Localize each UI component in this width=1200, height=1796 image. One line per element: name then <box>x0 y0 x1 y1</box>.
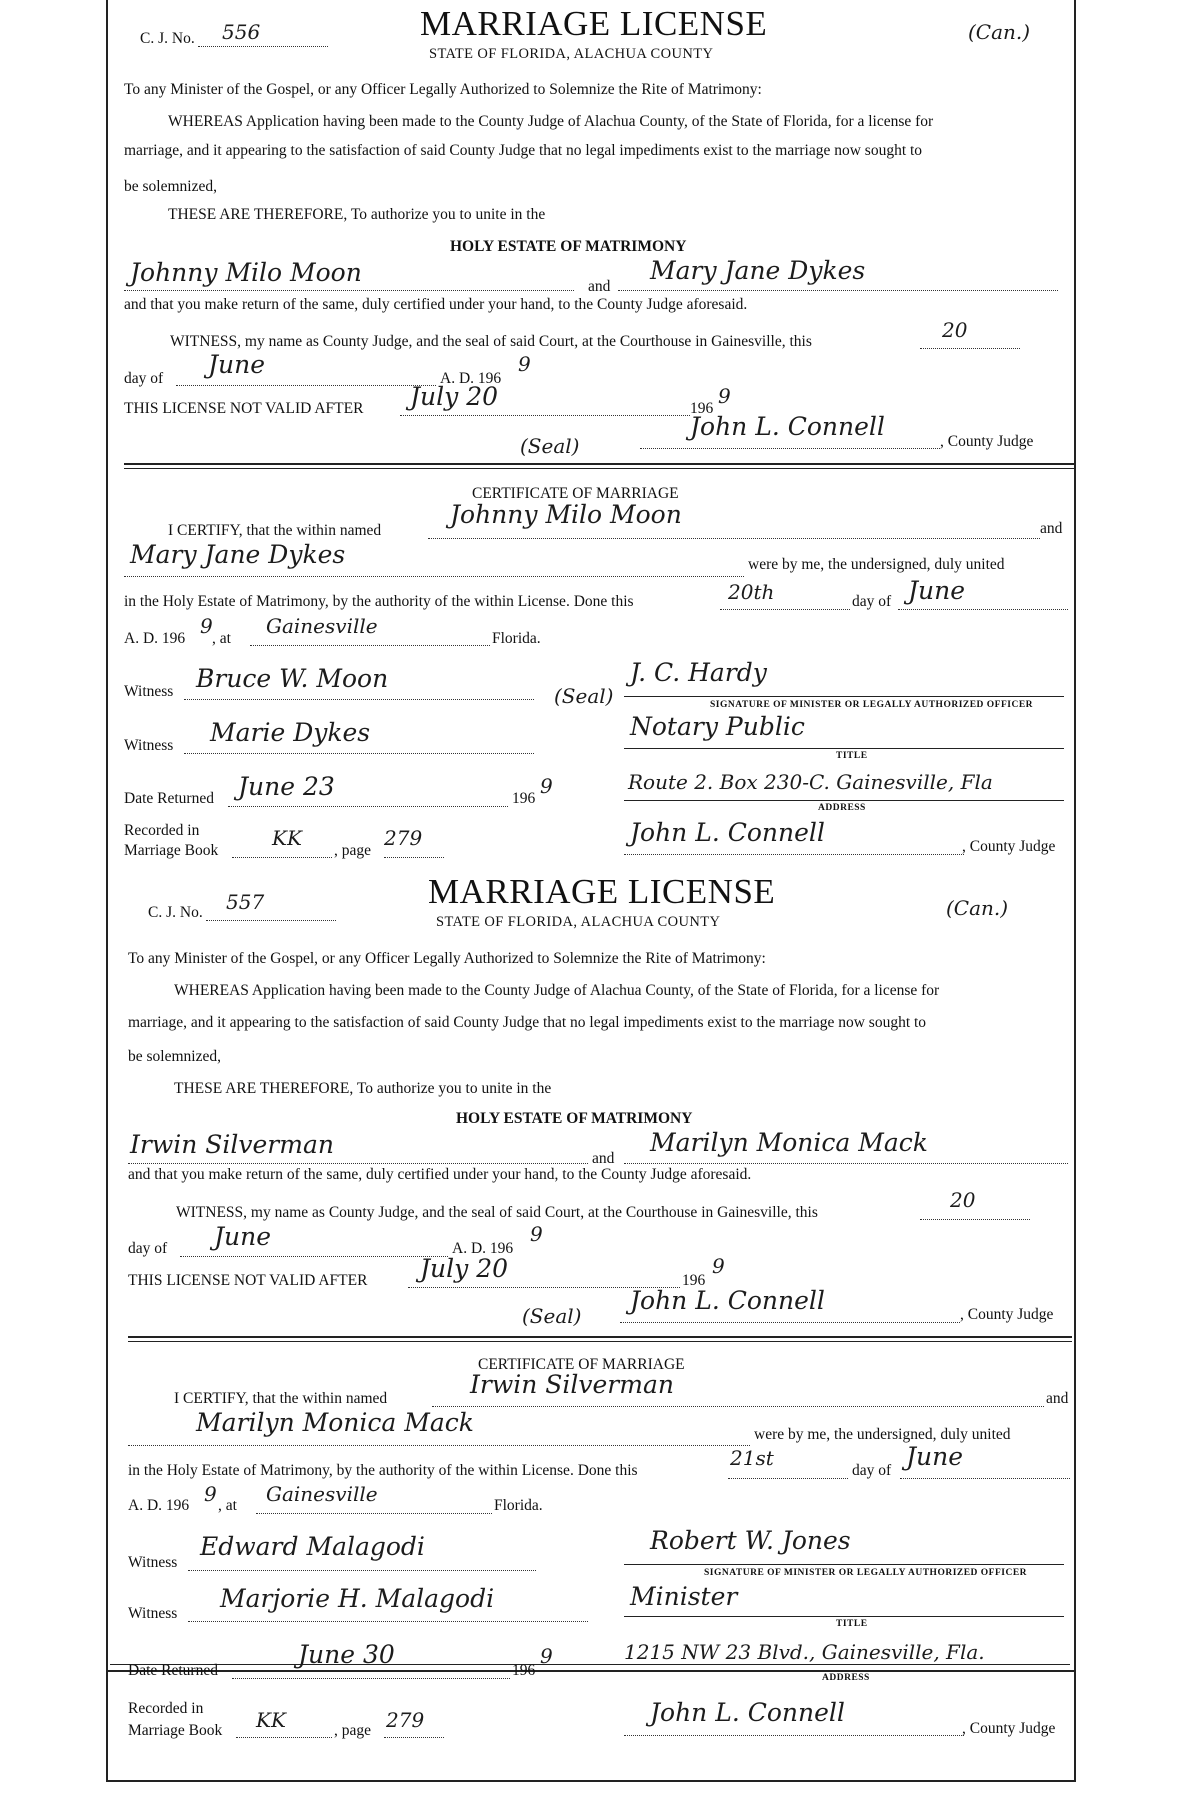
cert-groom-name: Irwin Silverman <box>470 1370 674 1399</box>
done-month: June <box>908 576 966 605</box>
recorded-label-1: Recorded in <box>124 822 200 839</box>
county-judge-label: , County Judge <box>960 1306 1054 1323</box>
place-line <box>256 1513 492 1514</box>
judge-signature: John L. Connell <box>630 1286 825 1315</box>
license-month: June <box>214 1222 272 1251</box>
holy-estate-text: in the Holy Estate of Matrimony, by the authority of the within License. Done this <box>128 1462 638 1479</box>
margin-note: (Can.) <box>968 20 1031 44</box>
witness2-signature: Marie Dykes <box>210 718 371 747</box>
returned-year-digit: 9 <box>540 774 553 798</box>
date-returned-line <box>228 806 508 807</box>
bride-line <box>624 1163 1068 1164</box>
page-label: , page <box>334 842 372 859</box>
judge-signature-line <box>640 448 940 449</box>
recorder-signature: John L. Connell <box>630 818 825 847</box>
returned-year: 196 <box>512 790 536 807</box>
cert-seal-mark: (Seal) <box>554 684 614 708</box>
recorder-county-judge: , County Judge <box>962 1720 1056 1737</box>
recorded-label-1: Recorded in <box>128 1700 204 1717</box>
groom-line <box>128 1163 588 1164</box>
groom-line <box>124 290 574 291</box>
judge-signature-line <box>620 1322 960 1323</box>
month-line <box>180 1256 448 1257</box>
whereas-line-3: be solemnized, <box>128 1048 221 1065</box>
were-united: were by me, the undersigned, duly united <box>748 556 1005 573</box>
officer-caption: SIGNATURE OF MINISTER OR LEGALLY AUTHORIZED OFFICER <box>704 1568 1028 1578</box>
document-bottom-rule-inner <box>110 1664 1070 1665</box>
witness-day: 20 <box>942 318 968 342</box>
recorder-county-judge: , County Judge <box>962 838 1056 855</box>
witness1-label: Witness <box>128 1554 178 1571</box>
witness-day-line <box>920 1219 1030 1220</box>
section-divider <box>124 463 1074 465</box>
book-line <box>232 857 332 858</box>
day-of-label: day of <box>128 1240 168 1257</box>
title-caption: TITLE <box>836 1619 868 1629</box>
date-returned-label: Date Returned <box>124 790 214 807</box>
and-label: and <box>588 278 611 295</box>
seal-mark: (Seal) <box>522 1304 582 1328</box>
officer-caption: SIGNATURE OF MINISTER OR LEGALLY AUTHORIZED OFFICER <box>710 700 1034 710</box>
officer-title-line <box>624 1616 1064 1617</box>
not-valid-label: THIS LICENSE NOT VALID AFTER <box>124 400 364 417</box>
return-line: and that you make return of the same, duly certified under your hand, to the County Judge aforesaid. <box>128 1166 752 1183</box>
marriage-book: KK <box>256 1708 286 1732</box>
bride-name: Marilyn Monica Mack <box>650 1128 928 1157</box>
expiry-line <box>400 415 690 416</box>
witness-day: 20 <box>950 1188 976 1212</box>
marriage-place: Gainesville <box>266 614 378 638</box>
witness1-line <box>184 699 534 700</box>
license-month: June <box>208 350 266 379</box>
whereas-line-3: be solemnized, <box>124 178 217 195</box>
ad-label: A. D. 196 <box>440 370 502 387</box>
cert-and-label: and <box>1040 520 1063 537</box>
whereas-line-2: marriage, and it appearing to the satisfaction of said County Judge that no legal impediments exist to the marriage now sought to <box>124 142 923 159</box>
bride-line <box>618 290 1058 291</box>
license-title: MARRIAGE LICENSE <box>428 872 776 911</box>
cj-number-line <box>206 920 336 921</box>
officer-signature-line <box>624 696 1064 697</box>
holy-estate-heading: HOLY ESTATE OF MATRIMONY <box>456 1110 693 1127</box>
marriage-place: Gainesville <box>266 1482 378 1506</box>
cert-day-of: day of <box>852 593 892 610</box>
page-bottom-rule <box>106 1780 1076 1782</box>
license-subtitle: STATE OF FLORIDA, ALACHUA COUNTY <box>436 914 721 930</box>
cert-ad-year-digit: 9 <box>200 614 213 638</box>
certificate-title: CERTIFICATE OF MARRIAGE <box>478 1356 685 1373</box>
cert-groom-name: Johnny Milo Moon <box>450 500 682 529</box>
were-united: were by me, the undersigned, duly united <box>754 1426 1011 1443</box>
certificate-title: CERTIFICATE OF MARRIAGE <box>472 485 679 502</box>
cj-label: C. J. No. <box>148 904 203 921</box>
date-returned: June 30 <box>298 1640 395 1669</box>
and-label: and <box>592 1150 615 1167</box>
cert-groom-line <box>428 538 1040 539</box>
expiry-date: July 20 <box>420 1254 509 1283</box>
county-judge-label: , County Judge <box>940 433 1034 450</box>
witness-day-line <box>920 348 1020 349</box>
expiry-year: 196 <box>690 400 714 417</box>
cj-label: C. J. No. <box>140 30 195 47</box>
salutation: To any Minister of the Gospel, or any Officer Legally Authorized to Solemnize the Rite of Matrimony: <box>124 81 762 98</box>
done-day-line <box>720 609 850 610</box>
address-caption: ADDRESS <box>822 1673 870 1683</box>
section-divider-thin <box>124 468 1074 469</box>
cj-number: 556 <box>222 20 261 44</box>
officer-title-line <box>624 748 1064 749</box>
book-page: 279 <box>384 826 423 850</box>
year-digit: 9 <box>518 352 531 376</box>
certify-label: I CERTIFY, that the within named <box>174 1390 388 1407</box>
salutation: To any Minister of the Gospel, or any Officer Legally Authorized to Solemnize the Rite of Matrimony: <box>128 950 766 967</box>
returned-year-digit: 9 <box>540 1644 553 1668</box>
officer-signature: J. C. Hardy <box>630 658 767 687</box>
whereas-line-1: WHEREAS Application having been made to the County Judge of Alachua County, of the State of Florida, for a license for <box>174 982 940 999</box>
cert-ad-label: A. D. 196 <box>124 630 186 647</box>
florida-label: Florida. <box>494 1497 543 1514</box>
month-line <box>176 385 436 386</box>
holy-estate-text: in the Holy Estate of Matrimony, by the authority of the within License. Done this <box>124 593 634 610</box>
title-caption: TITLE <box>836 751 868 761</box>
florida-label: Florida. <box>492 630 541 647</box>
whereas-line-1: WHEREAS Application having been made to the County Judge of Alachua County, of the State of Florida, for a license for <box>168 113 934 130</box>
page-line <box>384 857 444 858</box>
done-day-line <box>728 1478 848 1479</box>
witness2-signature: Marjorie H. Malagodi <box>220 1584 495 1613</box>
witness-line: WITNESS, my name as County Judge, and the seal of said Court, at the Courthouse in Gainesville, this <box>170 333 812 350</box>
witness1-label: Witness <box>124 683 174 700</box>
cj-number: 557 <box>226 890 265 914</box>
page-label: , page <box>334 1722 372 1739</box>
marriage-book: KK <box>272 826 302 850</box>
cert-bride-line <box>124 576 744 577</box>
witness2-label: Witness <box>128 1605 178 1622</box>
authorize-line: THESE ARE THEREFORE, To authorize you to unite in the <box>168 206 546 223</box>
cert-at-label: , at <box>212 630 231 647</box>
officer-address-line <box>624 800 1064 801</box>
date-returned-label: Date Returned <box>128 1662 218 1679</box>
expiry-year-digit: 9 <box>718 384 731 408</box>
date-returned: June 23 <box>238 772 335 801</box>
done-month-line <box>900 1478 1070 1479</box>
cert-groom-line <box>432 1406 1044 1407</box>
cert-bride-line <box>128 1445 750 1446</box>
holy-estate-heading: HOLY ESTATE OF MATRIMONY <box>450 238 687 255</box>
done-day: 21st <box>730 1446 774 1470</box>
officer-signature-line <box>624 1564 1064 1565</box>
place-line <box>250 645 490 646</box>
recorded-label-2: Marriage Book <box>124 842 219 859</box>
witness1-line <box>188 1570 536 1571</box>
officer-address: 1215 NW 23 Blvd., Gainesville, Fla. <box>624 1640 985 1664</box>
return-line: and that you make return of the same, duly certified under your hand, to the County Judge aforesaid. <box>124 296 748 313</box>
expiry-date: July 20 <box>410 382 499 411</box>
witness1-signature: Edward Malagodi <box>200 1532 425 1561</box>
margin-note: (Can.) <box>946 896 1009 920</box>
witness1-signature: Bruce W. Moon <box>196 664 389 693</box>
witness-line: WITNESS, my name as County Judge, and the seal of said Court, at the Courthouse in Gainesville, this <box>176 1204 818 1221</box>
recorded-label-2: Marriage Book <box>128 1722 223 1739</box>
witness2-line <box>188 1621 588 1622</box>
witness2-line <box>184 753 534 754</box>
authorize-line: THESE ARE THEREFORE, To authorize you to unite in the <box>174 1080 552 1097</box>
cert-at-label: , at <box>218 1497 237 1514</box>
year-digit: 9 <box>530 1222 543 1246</box>
ad-label: A. D. 196 <box>452 1240 514 1257</box>
license-title: MARRIAGE LICENSE <box>420 4 768 43</box>
seal-mark: (Seal) <box>520 434 580 458</box>
license-subtitle: STATE OF FLORIDA, ALACHUA COUNTY <box>429 46 714 62</box>
groom-name: Johnny Milo Moon <box>130 258 362 287</box>
expiry-year-digit: 9 <box>712 1254 725 1278</box>
done-month: June <box>906 1442 964 1471</box>
cert-ad-label: A. D. 196 <box>128 1497 190 1514</box>
cert-bride-name: Marilyn Monica Mack <box>196 1408 474 1437</box>
section-divider <box>128 1336 1072 1338</box>
witness2-label: Witness <box>124 737 174 754</box>
cert-ad-year-digit: 9 <box>204 1482 217 1506</box>
groom-name: Irwin Silverman <box>130 1130 334 1159</box>
cj-number-line <box>198 46 328 47</box>
book-page: 279 <box>386 1708 425 1732</box>
done-day: 20th <box>728 580 775 604</box>
bride-name: Mary Jane Dykes <box>650 256 866 285</box>
address-caption: ADDRESS <box>818 803 866 813</box>
certify-label: I CERTIFY, that the within named <box>168 522 382 539</box>
cert-day-of: day of <box>852 1462 892 1479</box>
recorder-signature: John L. Connell <box>650 1698 845 1727</box>
officer-title: Minister <box>630 1582 738 1611</box>
section-divider-thin <box>128 1341 1072 1342</box>
not-valid-label: THIS LICENSE NOT VALID AFTER <box>128 1272 368 1289</box>
done-month-line <box>898 609 1068 610</box>
day-of-label: day of <box>124 370 164 387</box>
returned-year: 196 <box>512 1662 536 1679</box>
expiry-year: 196 <box>682 1272 706 1289</box>
judge-signature: John L. Connell <box>690 412 885 441</box>
cert-and-label: and <box>1046 1390 1069 1407</box>
officer-signature: Robert W. Jones <box>650 1526 851 1555</box>
cert-bride-name: Mary Jane Dykes <box>130 540 346 569</box>
whereas-line-2: marriage, and it appearing to the satisfaction of said County Judge that no legal impediments exist to the marriage now sought to <box>128 1014 927 1031</box>
page-lower-frame <box>106 1670 1076 1780</box>
officer-address: Route 2. Box 230-C. Gainesville, Fla <box>628 770 993 794</box>
officer-title: Notary Public <box>630 712 805 741</box>
recorder-signature-line <box>624 854 964 855</box>
